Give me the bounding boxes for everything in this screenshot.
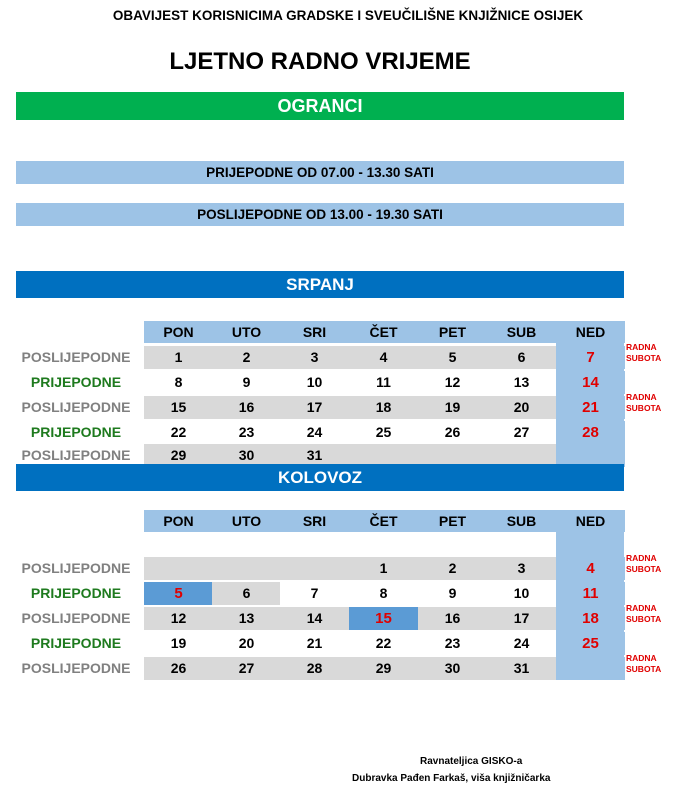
day-cell: 5 [144, 582, 213, 605]
day-cell [144, 557, 213, 580]
row-label: POSLIJEPODNE [21, 349, 131, 365]
day-cell: 6 [212, 582, 281, 605]
day-header-1: UTO [212, 510, 281, 532]
day-cell: 31 [280, 444, 349, 467]
day-cell: 16 [418, 607, 487, 630]
day-cell: 20 [487, 396, 556, 419]
signature-title: Ravnateljica GISKO-a [420, 756, 523, 767]
day-header-6: NED [556, 510, 625, 532]
day-cell: 23 [418, 632, 487, 655]
day-cell: 10 [280, 371, 349, 394]
day-cell [556, 657, 625, 680]
row-label: PRIJEPODNE [30, 424, 122, 440]
day-header-4: PET [418, 510, 487, 532]
day-cell: 25 [349, 421, 418, 444]
day-cell: 24 [487, 632, 556, 655]
row-label: PRIJEPODNE [30, 374, 122, 390]
day-cell: 11 [349, 371, 418, 394]
day-cell: 26 [418, 421, 487, 444]
section-banner: OGRANCI [16, 92, 624, 120]
day-cell: 28 [280, 657, 349, 680]
day-cell: 29 [349, 657, 418, 680]
day-header-0: PON [144, 321, 213, 343]
radna-subota-note: RADNA SUBOTA [626, 603, 662, 624]
day-cell: 13 [212, 607, 281, 630]
row-label: POSLIJEPODNE [21, 610, 131, 626]
day-cell: 22 [144, 421, 213, 444]
day-cell: 12 [418, 371, 487, 394]
radna-subota-note: RADNA SUBOTA [626, 342, 662, 363]
day-cell: 30 [418, 657, 487, 680]
day-cell: 10 [487, 582, 556, 605]
day-cell [280, 557, 349, 580]
day-cell: 24 [280, 421, 349, 444]
day-cell: 4 [349, 346, 418, 369]
day-cell: 30 [212, 444, 281, 467]
day-cell: 6 [487, 346, 556, 369]
day-cell: 15 [349, 607, 418, 630]
day-header-0: PON [144, 510, 213, 532]
day-cell: 18 [556, 607, 625, 630]
day-cell: 18 [349, 396, 418, 419]
afternoon-hours-bar: POSLIJEPODNE OD 13.00 - 19.30 SATI [16, 203, 624, 226]
day-cell: 29 [144, 444, 213, 467]
day-cell: 8 [144, 371, 213, 394]
day-cell: 3 [280, 346, 349, 369]
day-header-1: UTO [212, 321, 281, 343]
day-cell: 9 [418, 582, 487, 605]
day-cell: 19 [144, 632, 213, 655]
page-title: LJETNO RADNO VRIJEME [169, 48, 471, 75]
day-cell: 21 [556, 396, 625, 419]
radna-subota-note: RADNA SUBOTA [626, 553, 662, 574]
row-label: PRIJEPODNE [30, 585, 122, 601]
day-cell: 12 [144, 607, 213, 630]
day-cell: 22 [349, 632, 418, 655]
radna-subota-note: RADNA SUBOTA [626, 392, 662, 413]
day-header-6: NED [556, 321, 625, 343]
day-cell: 14 [280, 607, 349, 630]
day-cell: 1 [349, 557, 418, 580]
day-cell: 7 [556, 346, 625, 369]
morning-hours-bar: PRIJEPODNE OD 07.00 - 13.30 SATI [16, 161, 624, 184]
day-cell: 15 [144, 396, 213, 419]
notice-header: OBAVIJEST KORISNICIMA GRADSKE I SVEUČILIŠNE KNJIŽNICE OSIJEK [112, 8, 584, 23]
day-cell: 3 [487, 557, 556, 580]
day-cell: 1 [144, 346, 213, 369]
day-header-5: SUB [487, 321, 556, 343]
day-cell: 9 [212, 371, 281, 394]
row-label: POSLIJEPODNE [21, 660, 131, 676]
day-cell: 14 [556, 371, 625, 394]
day-cell: 5 [418, 346, 487, 369]
day-cell: 25 [556, 632, 625, 655]
radna-subota-note: RADNA SUBOTA [626, 653, 662, 674]
day-cell: 2 [418, 557, 487, 580]
day-cell: 8 [349, 582, 418, 605]
signature-name: Dubravka Pađen Farkaš, viša knjižničarka [352, 773, 551, 784]
day-cell [212, 557, 281, 580]
day-cell: 16 [212, 396, 281, 419]
day-cell: 26 [144, 657, 213, 680]
day-cell: 7 [280, 582, 349, 605]
day-header-4: PET [418, 321, 487, 343]
day-cell: 19 [418, 396, 487, 419]
day-cell: 17 [280, 396, 349, 419]
day-cell: 27 [487, 421, 556, 444]
day-cell: 27 [212, 657, 281, 680]
row-label: POSLIJEPODNE [21, 447, 131, 463]
day-cell: 4 [556, 557, 625, 580]
day-header-3: ČET [349, 510, 418, 532]
row-label: POSLIJEPODNE [21, 399, 131, 415]
day-cell: 23 [212, 421, 281, 444]
month-banner-july: SRPANJ [16, 271, 624, 298]
day-header-2: SRI [280, 510, 349, 532]
row-label: PRIJEPODNE [30, 635, 122, 651]
day-cell: 13 [487, 371, 556, 394]
day-cell: 21 [280, 632, 349, 655]
day-header-2: SRI [280, 321, 349, 343]
day-cell: 11 [556, 582, 625, 605]
month-banner-august: KOLOVOZ [16, 464, 624, 491]
day-cell: 28 [556, 421, 625, 444]
day-header-5: SUB [487, 510, 556, 532]
day-cell: 31 [487, 657, 556, 680]
day-cell: 2 [212, 346, 281, 369]
day-header-3: ČET [349, 321, 418, 343]
day-cell: 20 [212, 632, 281, 655]
row-label: POSLIJEPODNE [21, 560, 131, 576]
day-cell: 17 [487, 607, 556, 630]
